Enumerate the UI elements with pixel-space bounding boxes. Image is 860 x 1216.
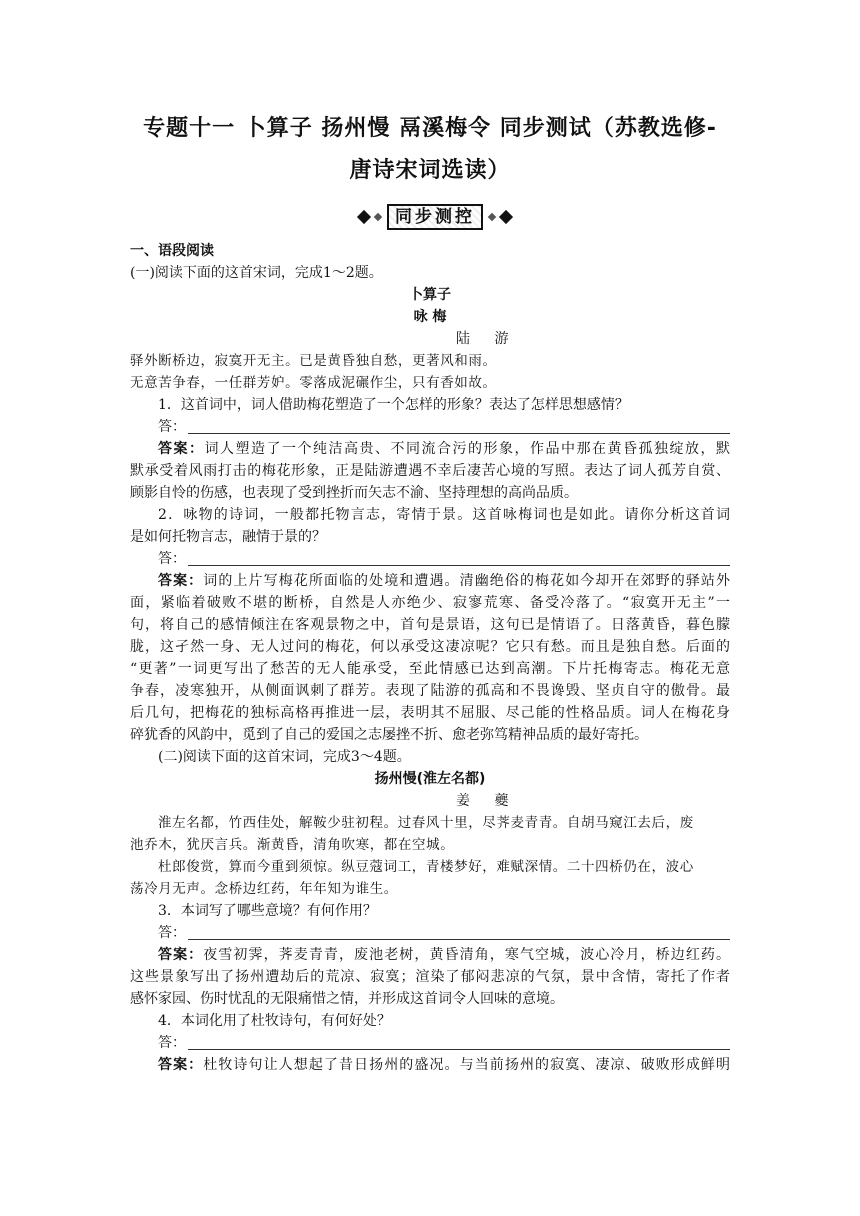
answer-prompt: 答：: [158, 925, 186, 941]
diamond-icon: [374, 213, 382, 221]
document-body: [130, 240, 730, 1076]
page-title: [100, 108, 760, 192]
answer-label: 答案：: [158, 441, 205, 457]
answer-field-1[interactable]: [130, 416, 730, 438]
answer-prompt: 答：: [158, 419, 186, 435]
poem1-title: 卜算子: [409, 287, 451, 303]
answer-prompt: 答：: [158, 1035, 186, 1051]
answer-3-line: 答案：夜雪初霁，荠麦青青，废池老树，黄昏清角，寒气空城，波心冷月，桥边红药。: [158, 947, 731, 963]
answer-label: 答案：: [158, 1057, 204, 1073]
answer-field-2[interactable]: [130, 548, 730, 570]
poem2-line: 池乔木，犹厌言兵。渐黄昏，清角吹寒，都在空城。: [130, 837, 455, 853]
poem1-subtitle: 咏 梅: [413, 309, 447, 325]
poem2-line: 淮左名都，竹西佳处，解鞍少驻初程。过春风十里，尽荠麦青青。自胡马窥江去后，废: [158, 815, 694, 831]
answer-field-3[interactable]: [130, 922, 730, 944]
answer-rule: [188, 939, 730, 940]
poem2-line: 荡冷月无声。念桥边红药，年年知为谁生。: [130, 881, 398, 897]
answer-field-4[interactable]: [130, 1032, 730, 1054]
answer-label: 答案：: [158, 947, 204, 963]
part1-intro: (一)阅读下面的这首宋词，完成1～2题。: [130, 265, 383, 281]
diamond-icon: [357, 210, 371, 224]
section-banner: [330, 204, 540, 230]
section-heading: 一、语段阅读: [130, 243, 214, 259]
answer-rule: [188, 433, 730, 434]
poem1-author: 陆 游: [456, 331, 519, 347]
part2-intro: (二)阅读下面的这首宋词，完成3～4题。: [158, 749, 411, 765]
question-4: 4．本词化用了杜牧诗句，有何好处？: [158, 1013, 391, 1029]
poem2-author: 姜 夔: [456, 793, 519, 809]
question-1: 1．这首词中，词人借助梅花塑造了一个怎样的形象？表达了怎样思想感情？: [158, 397, 629, 413]
answer-rule: [188, 1049, 730, 1050]
answer-rule: [188, 565, 730, 566]
answer-3-line: 这些景象写出了扬州遭劫后的荒凉、寂寞；渲染了郁闷悲凉的气氛，景中含情，寄托了作者: [130, 969, 730, 985]
answer-2-line: 句，将自己的感情倾注在客观景物之中，首句是景语，这句已是情语了。日落黄昏，暮色朦: [130, 617, 730, 633]
title-line-2: 唐诗宋词选读）: [349, 158, 511, 183]
question-2: 2．咏物的诗词，一般都托物言志，寄情于景。这首咏梅词也是如此。请你分析这首词: [158, 507, 730, 523]
answer-2-line: 胧，这孑然一身、无人过问的梅花，何以承受这凄凉呢？它只有愁。而且是独自愁。后面的: [130, 639, 730, 655]
answer-label: 答案：: [158, 573, 204, 589]
answer-2-line: 面，紧临着破败不堪的断桥，自然是人亦绝少、寂寥荒寒、备受冷落了。“寂寞开无主”一: [130, 595, 730, 611]
answer-3-line: 感怀家园、伤时忧乱的无限痛惜之情，并形成这首词令人回味的意境。: [130, 991, 564, 1007]
answer-2-line: “更著”一词更写出了愁苦的无人能承受，至此情感已达到高潮。下片托梅寄志。梅花无意: [130, 661, 730, 677]
poem2-title: 扬州慢(淮左名都): [374, 771, 486, 787]
question-2: 是如何托物言志，融情于景的？: [130, 529, 326, 545]
diamond-icon: [488, 213, 496, 221]
answer-2-line: 争春，凌寒独开，从侧面讽刺了群芳。表现了陆游的孤高和不畏谗毁、坚贞自守的傲骨。最: [130, 683, 730, 699]
answer-2-line: 碎犹香的风韵中，觅到了自己的爱国之志屡挫不折、愈老弥笃精神品质的最好寄托。: [130, 727, 648, 743]
title-line-1: 专题十一 卜算子 扬州慢 鬲溪梅令 同步测试（苏教选修-: [143, 116, 717, 141]
answer-1-line: 默承受着风雨打击的梅花形象，正是陆游遭遇不幸后凄苦心境的写照。表达了词人孤芳自赏、: [130, 463, 730, 479]
answer-prompt: 答：: [158, 551, 186, 567]
answer-2-line: 答案：词的上片写梅花所面临的处境和遭遇。清幽绝俗的梅花如今却开在郊野的驿站外: [158, 573, 731, 589]
poem1-line: 无意苦争春，一任群芳妒。零落成泥碾作尘，只有香如故。: [130, 375, 497, 391]
answer-4-line: 答案：杜牧诗句让人想起了昔日扬州的盛况。与当前扬州的寂寞、凄凉、破败形成鲜明: [158, 1057, 731, 1073]
answer-1-line: 答案：词人塑造了一个纯洁高贵、不同流合污的形象，作品中那在黄昏孤独绽放，默: [158, 441, 730, 457]
question-3: 3．本词写了哪些意境？有何作用？: [158, 903, 377, 919]
diamond-icon: [499, 210, 513, 224]
poem2-line: 杜郎俊赏，算而今重到须惊。纵豆蔻词工，青楼梦好，难赋深情。二十四桥仍在，波心: [158, 859, 694, 875]
poem1-line: 驿外断桥边，寂寞开无主。已是黄昏独自愁，更著风和雨。: [130, 353, 497, 369]
answer-1-line: 顾影自怜的伤感，也表现了受到挫折而矢志不渝、坚持理想的高尚品质。: [130, 485, 578, 501]
banner-label: 同步测控: [387, 204, 483, 230]
answer-2-line: 后几句，把梅花的独标高格再推进一层，表明其不屈服、尽己能的性格品质。词人在梅花身: [130, 705, 730, 721]
